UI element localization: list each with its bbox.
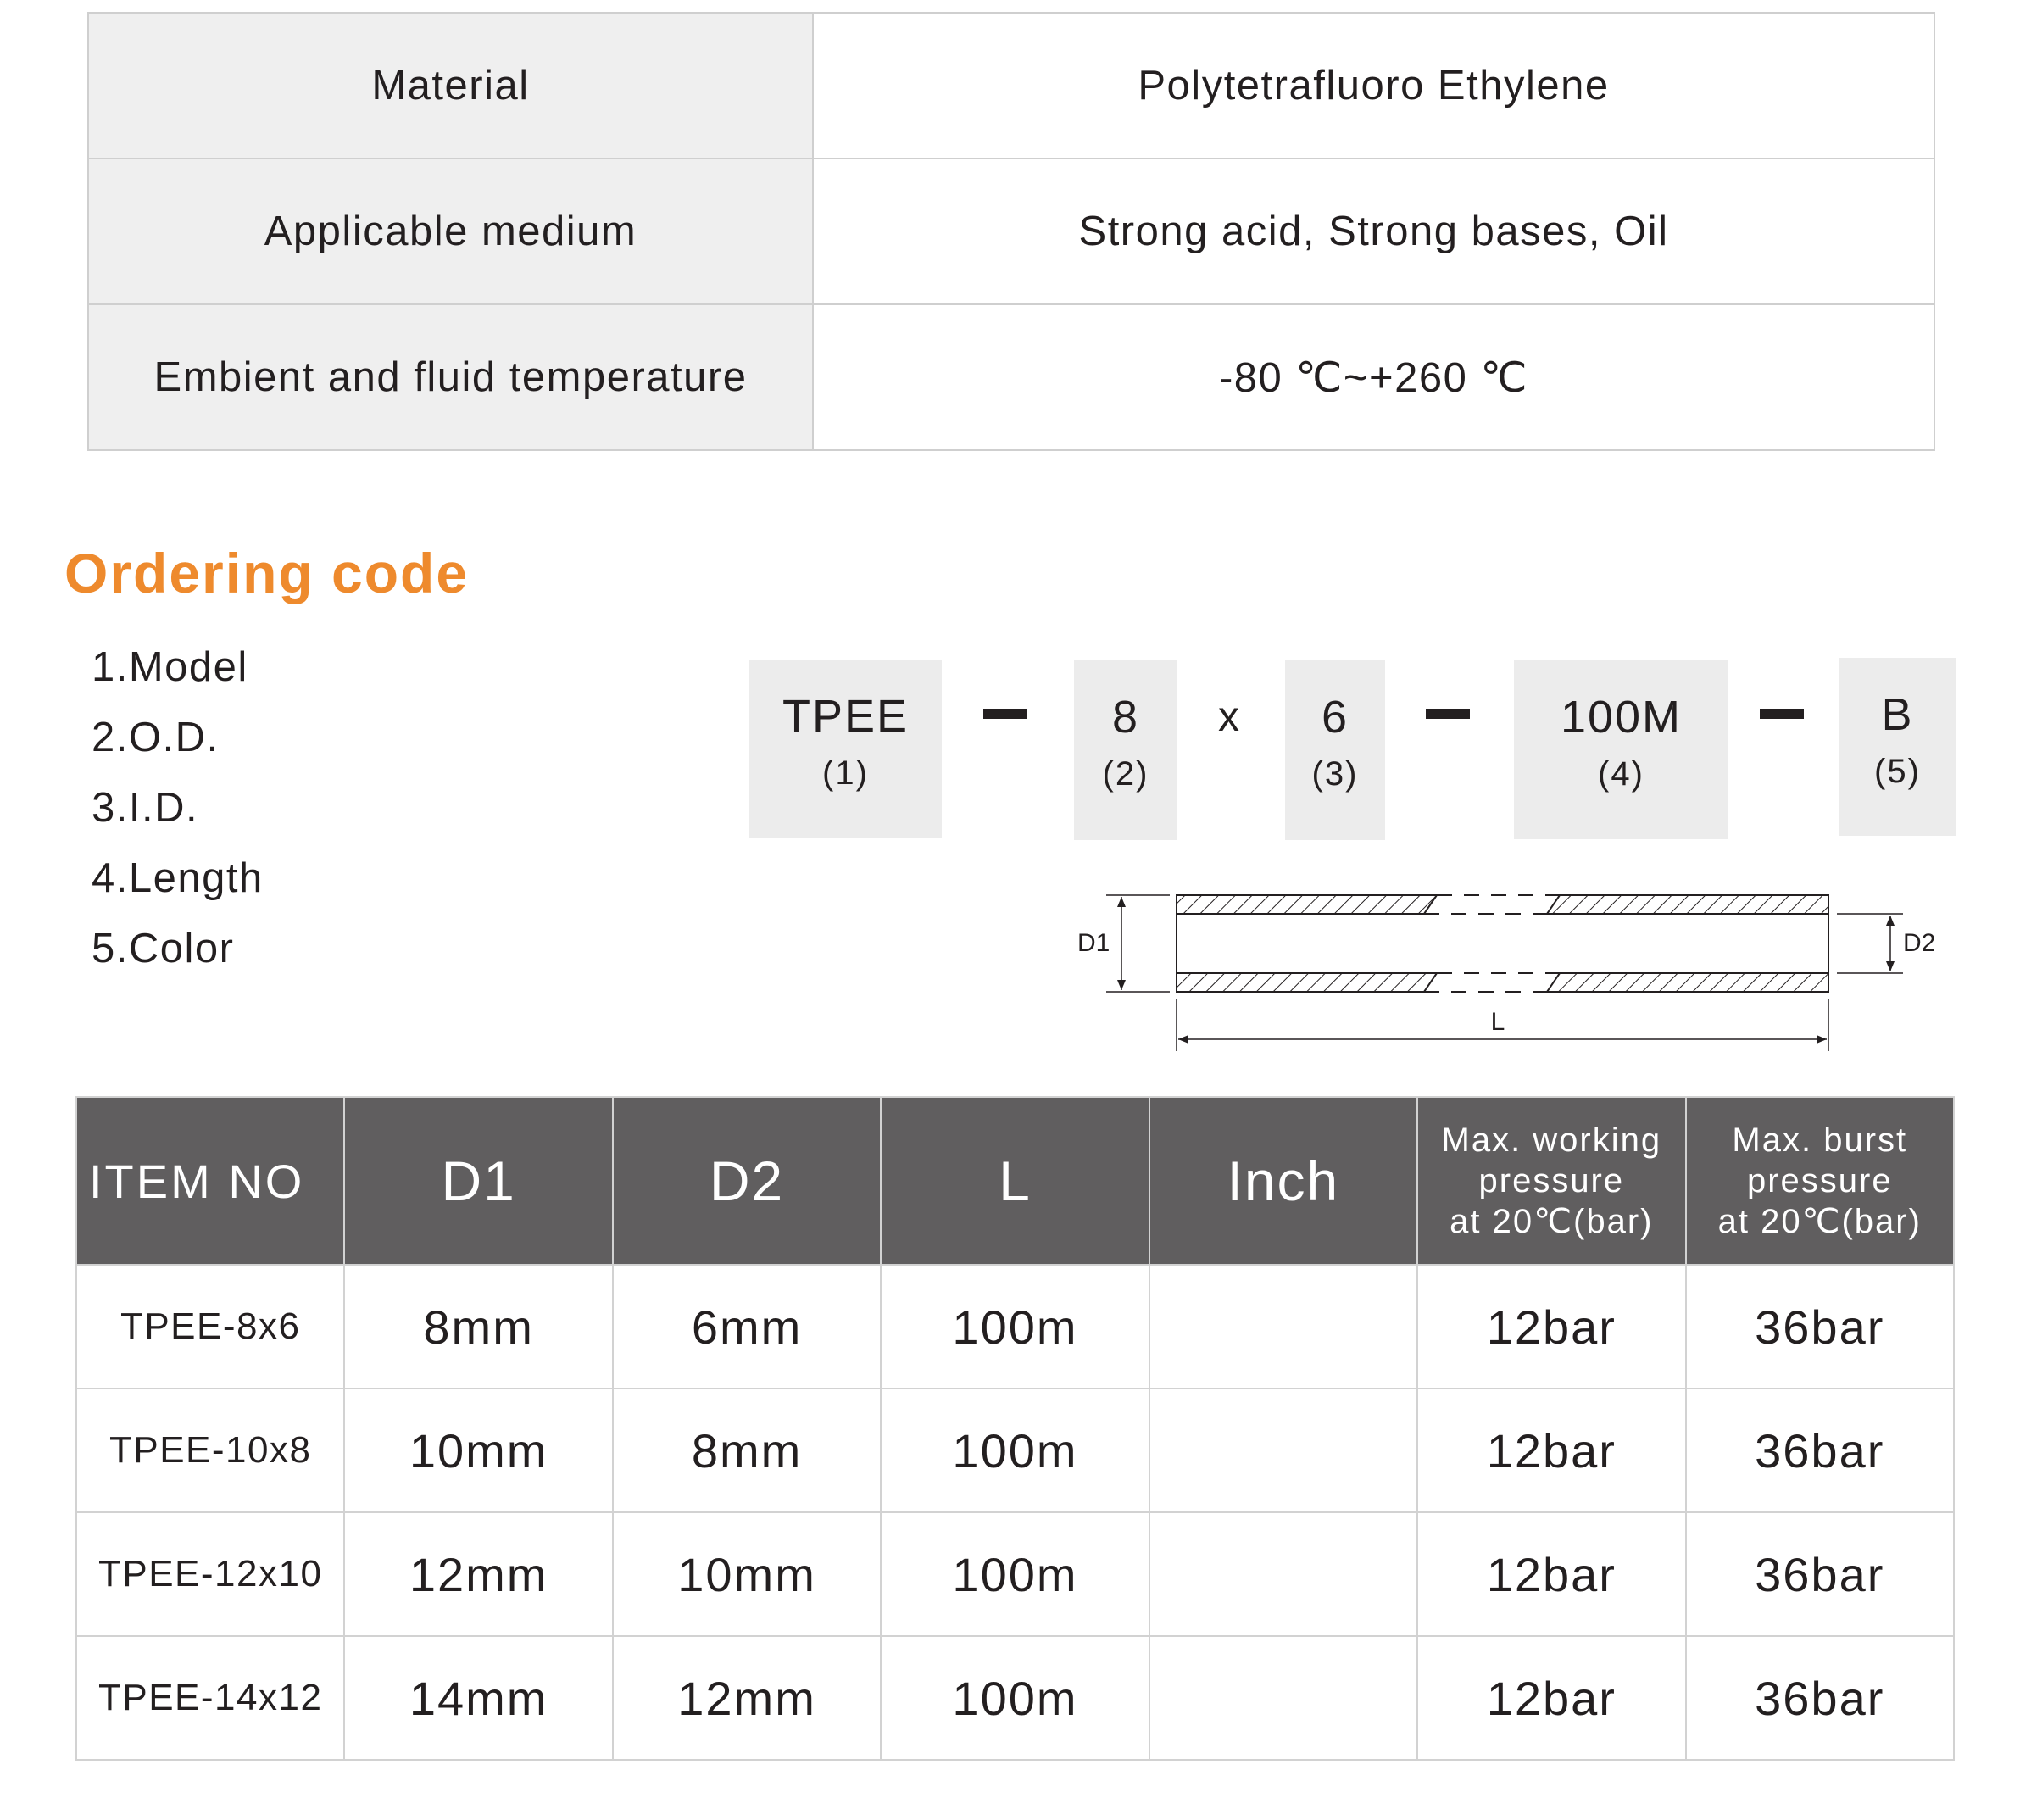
header-max-working-pressure: Max. working pressure at 20℃(bar) bbox=[1417, 1097, 1685, 1265]
legend-item: 4.Length bbox=[92, 855, 264, 901]
diagram-label-d2: D2 bbox=[1903, 929, 1936, 957]
cell-burst-pressure: 36bar bbox=[1686, 1265, 1954, 1389]
legend-item: 2.O.D. bbox=[92, 715, 220, 760]
code-times-sign: x bbox=[1218, 693, 1239, 740]
code-box-color bbox=[1839, 658, 1956, 836]
header-d1: D1 bbox=[344, 1097, 612, 1265]
code-box-id bbox=[1285, 660, 1385, 840]
spec-label: Material bbox=[88, 13, 813, 159]
cell-d1: 10mm bbox=[344, 1389, 612, 1512]
spec-row-material bbox=[88, 13, 1934, 159]
cell-inch bbox=[1149, 1512, 1417, 1636]
item-table bbox=[75, 1096, 1955, 1761]
tube-wall-bottom-left bbox=[1177, 973, 1437, 992]
header-item-no: ITEM NO bbox=[76, 1097, 344, 1265]
table-row bbox=[76, 1512, 1954, 1636]
legend-item: 5.Color bbox=[92, 926, 235, 971]
cell-inch bbox=[1149, 1636, 1417, 1760]
table-row bbox=[76, 1636, 1954, 1760]
cell-burst-pressure: 36bar bbox=[1686, 1389, 1954, 1512]
cell-working-pressure: 12bar bbox=[1417, 1389, 1685, 1512]
code-value: 6 bbox=[1321, 692, 1349, 743]
cell-burst-pressure: 36bar bbox=[1686, 1512, 1954, 1636]
cell-inch bbox=[1149, 1389, 1417, 1512]
spec-row-temperature bbox=[88, 304, 1934, 450]
code-value: 100M bbox=[1560, 692, 1683, 743]
cell-d1: 12mm bbox=[344, 1512, 612, 1636]
code-value: B bbox=[1881, 689, 1914, 740]
cell-l: 100m bbox=[881, 1636, 1149, 1760]
spec-label: Embient and fluid temperature bbox=[88, 304, 813, 450]
code-dash bbox=[1760, 709, 1804, 719]
legend-item: 1.Model bbox=[92, 644, 248, 690]
cell-d2: 10mm bbox=[613, 1512, 881, 1636]
tube-wall-bottom-right bbox=[1547, 973, 1828, 992]
table-row bbox=[76, 1389, 1954, 1512]
code-number: (3) bbox=[1311, 755, 1359, 793]
header-inch: Inch bbox=[1149, 1097, 1417, 1265]
code-box-length bbox=[1514, 660, 1728, 839]
spec-value: Strong acid, Strong bases, Oil bbox=[813, 159, 1934, 304]
spec-row-medium bbox=[88, 159, 1934, 304]
header-max-burst-pressure: Max. burst pressure at 20℃(bar) bbox=[1686, 1097, 1954, 1265]
cell-d2: 6mm bbox=[613, 1265, 881, 1389]
diagram-label-d1: D1 bbox=[1077, 929, 1110, 957]
spec-label: Applicable medium bbox=[88, 159, 813, 304]
code-number: (1) bbox=[822, 754, 869, 792]
cell-d2: 12mm bbox=[613, 1636, 881, 1760]
cell-inch bbox=[1149, 1265, 1417, 1389]
tube-diagram bbox=[1064, 882, 1936, 1060]
cell-working-pressure: 12bar bbox=[1417, 1636, 1685, 1760]
item-table-header bbox=[76, 1097, 1954, 1265]
cell-l: 100m bbox=[881, 1389, 1149, 1512]
tube-wall-top-left bbox=[1177, 895, 1437, 914]
code-box-model bbox=[749, 660, 942, 838]
cell-working-pressure: 12bar bbox=[1417, 1265, 1685, 1389]
cell-working-pressure: 12bar bbox=[1417, 1512, 1685, 1636]
header-d2: D2 bbox=[613, 1097, 881, 1265]
spec-table bbox=[87, 12, 1935, 451]
diagram-label-l: L bbox=[1490, 1008, 1505, 1036]
legend-item: 3.I.D. bbox=[92, 785, 199, 831]
cell-item-no: TPEE-12x10 bbox=[76, 1512, 344, 1636]
cell-d1: 8mm bbox=[344, 1265, 612, 1389]
cell-item-no: TPEE-14x12 bbox=[76, 1636, 344, 1760]
cell-l: 100m bbox=[881, 1512, 1149, 1636]
cell-item-no: TPEE-10x8 bbox=[76, 1389, 344, 1512]
table-row bbox=[76, 1265, 1954, 1389]
cell-d2: 8mm bbox=[613, 1389, 881, 1512]
code-box-od bbox=[1074, 660, 1177, 840]
ordering-title: Ordering code bbox=[64, 542, 470, 604]
code-number: (2) bbox=[1102, 755, 1149, 793]
cell-d1: 14mm bbox=[344, 1636, 612, 1760]
code-number: (5) bbox=[1874, 753, 1921, 790]
code-value: 8 bbox=[1111, 692, 1140, 743]
code-dash bbox=[983, 709, 1027, 719]
spec-value: -80 ℃~+260 ℃ bbox=[813, 304, 1934, 450]
cell-l: 100m bbox=[881, 1265, 1149, 1389]
code-dash bbox=[1426, 709, 1470, 719]
cell-item-no: TPEE-8x6 bbox=[76, 1265, 344, 1389]
header-l: L bbox=[881, 1097, 1149, 1265]
tube-wall-top-right bbox=[1547, 895, 1828, 914]
ordering-legend bbox=[92, 637, 264, 989]
code-value: TPEE bbox=[782, 691, 910, 742]
cell-burst-pressure: 36bar bbox=[1686, 1636, 1954, 1760]
code-number: (4) bbox=[1598, 755, 1644, 793]
tube-break-lines bbox=[1424, 895, 1560, 992]
spec-value: Polytetrafluoro Ethylene bbox=[813, 13, 1934, 159]
